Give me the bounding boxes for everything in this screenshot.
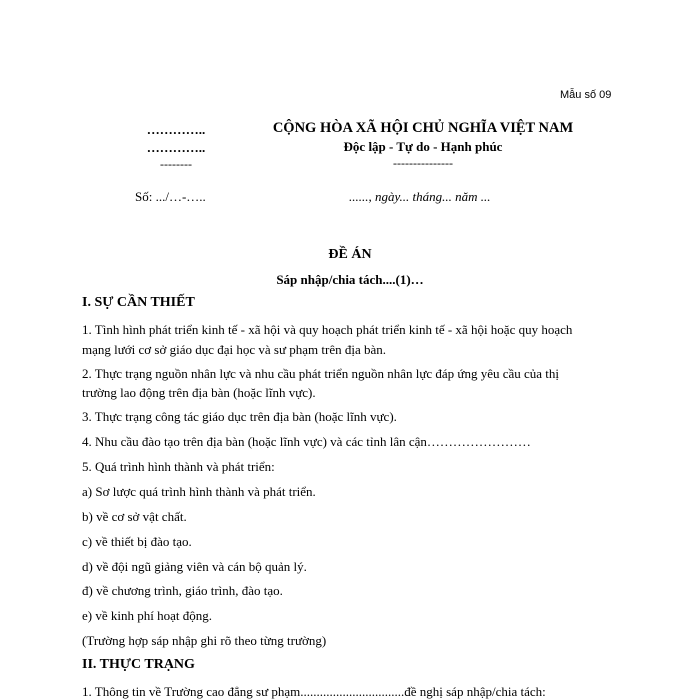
agency-name-line2: ………….. [146,140,206,155]
national-motto: Độc lập - Tự do - Hạnh phúc [343,139,503,154]
document-number: Số: .../…-….. [135,189,206,204]
paragraph: mạng lưới cơ sở giáo dục đại học và sư phạm trên địa bàn. [82,342,387,357]
document-date: ......, ngày... tháng... năm ... [349,189,491,204]
paragraph: 2. Thực trạng nguồn nhân lực và nhu cầu phát triển nguồn nhân lực đáp ứng yêu cầu của thị [82,366,560,381]
list-item: a) Sơ lược quá trình hình thành và phát triển. [82,484,316,499]
paragraph: trường lao động trên địa bàn (hoặc lĩnh vực). [82,385,316,400]
agency-divider: -------- [160,157,192,171]
list-item: c) về thiết bị đào tạo. [82,534,192,549]
national-title: CỘNG HÒA XÃ HỘI CHỦ NGHĨA VIỆT NAM [272,120,574,136]
document-title: ĐỀ ÁN [328,247,372,262]
list-item: đ) về chương trình, giáo trình, đào tạo. [82,583,283,598]
list-item: b) về cơ sở vật chất. [82,509,187,524]
list-item: e) về kinh phí hoạt động. [82,608,212,623]
paragraph: 1. Tình hình phát triển kinh tế - xã hội và quy hoạch phát triển kinh tế - xã hội hoặc quy hoạch [82,322,573,337]
section-heading: II. THỰC TRẠNG [82,657,195,672]
paragraph: 3. Thực trạng công tác giáo dục trên địa bàn (hoặc lĩnh vực). [82,409,397,424]
agency-name-line1: ………….. [146,122,206,137]
paragraph: 4. Nhu cầu đào tạo trên địa bàn (hoặc lĩnh vực) và các tỉnh lân cận…………………… [82,434,531,449]
document-subtitle: Sáp nhập/chia tách....(1)… [276,272,424,287]
section-heading: I. SỰ CẦN THIẾT [82,295,195,310]
form-number: Mẫu số 09 [560,89,612,101]
note: (Trường hợp sáp nhập ghi rõ theo từng trường) [82,633,327,648]
paragraph: 5. Quá trình hình thành và phát triển: [82,459,275,474]
list-item: d) về đội ngũ giảng viên và cán bộ quản lý. [82,559,307,574]
paragraph: 1. Thông tin về Trường cao đẳng sư phạm................................đề nghị sáp nhập/chia tách: [82,684,546,699]
motto-divider: --------------- [393,156,453,170]
